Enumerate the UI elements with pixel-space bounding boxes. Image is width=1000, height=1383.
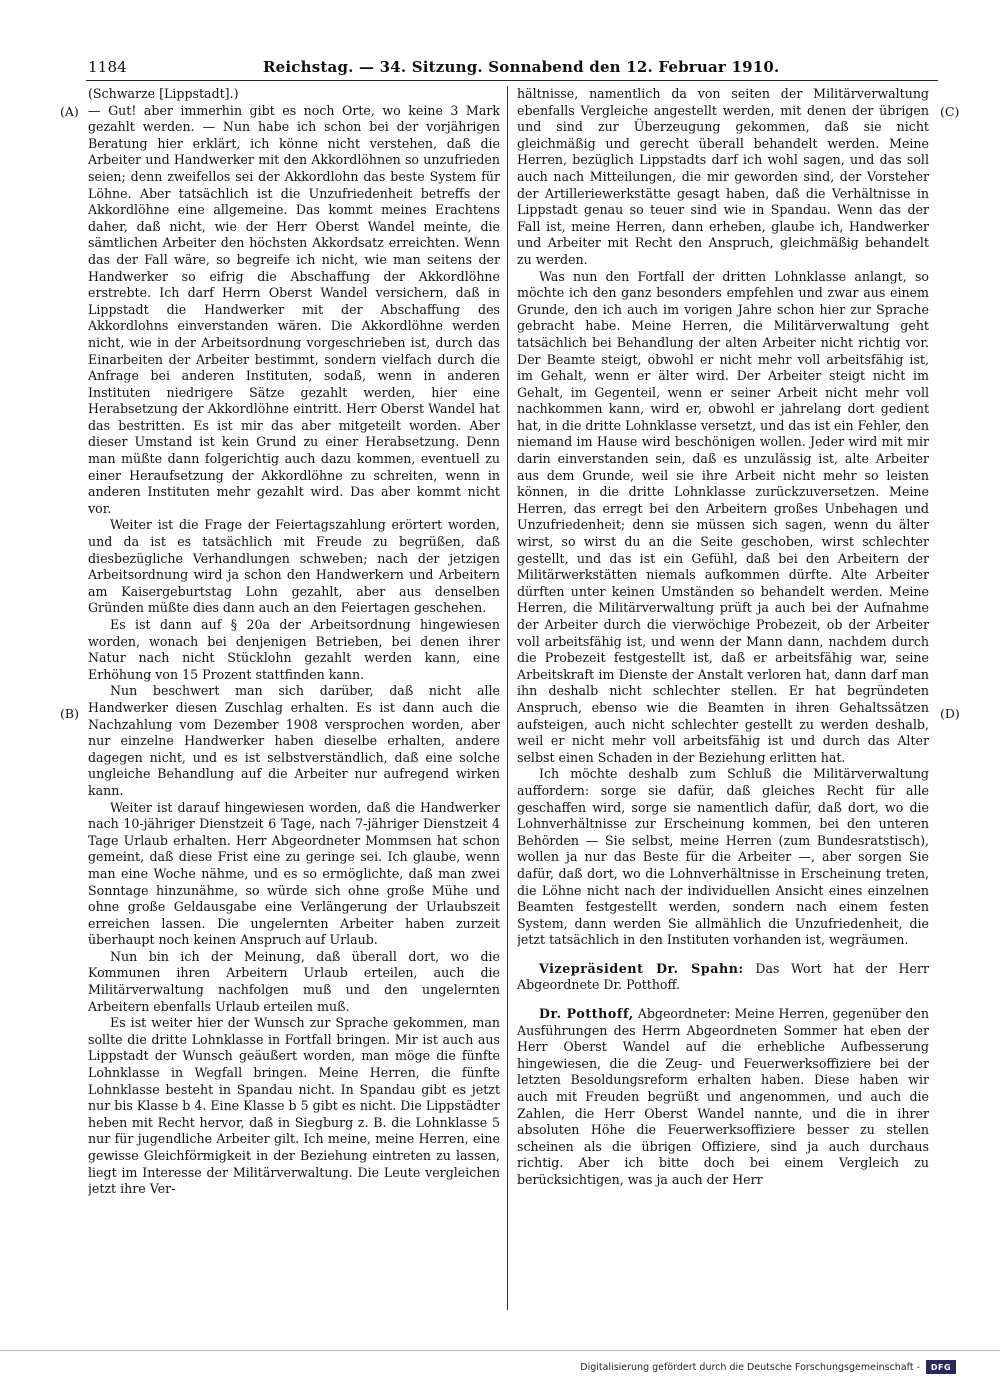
speech-start xyxy=(517,1006,929,1189)
header-rule xyxy=(86,80,938,81)
footer-rule xyxy=(0,1350,1000,1351)
speaker-reference: (Schwarze [Lippstadt].) xyxy=(88,86,239,101)
dfg-logo-icon: DFG xyxy=(926,1360,956,1374)
right-column xyxy=(517,86,929,1310)
paragraph: Ich möchte deshalb zum Schluß die Militärverwaltung auffordern: sorge sie dafür, daß gleiches Recht für alle geschaffen wird, sorge sie namentlich dafür, daß dort, wo die Lohnverhältnisse zur Erscheinung kommen, bei den unteren Behörden — Sie selbst, meine Herren (zum Bundesratstisch), wollen ja nur das Beste für die Arbeiter —, aber sorgen Sie dafür, daß dort, wo die Lohnverhältnisse in Erscheinung treten, die Löhne nicht nach der individuellen Ansicht eines einzelnen Beamten festgestellt werden, sondern nach einem festen System, dann werden Sie allmählich die Unzufriedenheit, die jetzt tatsächlich in den Instituten vorhanden ist, wegräumen. xyxy=(517,766,929,948)
page-number: 1184 xyxy=(88,58,127,76)
paragraph: hältnisse, namentlich da von seiten der Militärverwaltung ebenfalls Vergleiche angestellt werden, mit denen der übrigen und sind zur Überzeugung gekommen, daß sie nicht gleichmäßig und gerecht überall behandelt werden. Meine Herren, bezüglich Lippstadts darf ich wohl sagen, und das soll auch nach Mitteilungen, die mir geworden sind, der Vorsteher der Artilleriewerkstätte gesagt haben, daß die Verhältnisse in Lippstadt genau so teuer sind wie in Spandau. Wenn das der Fall ist, meine Herren, dann erheben, glaube ich, Handwerker und Arbeiter mit Recht den Anspruch, gleichmäßig behandelt zu werden. xyxy=(517,86,929,267)
paragraph: Was nun den Fortfall der dritten Lohnklasse anlangt, so möchte ich den ganz besonders empfehlen und zwar aus einem Grunde, den ich auch im vorigen Jahre schon hier zur Sprache gebracht habe. Meine Herren, die Militärverwaltung geht tatsächlich bei Behandlung der alten Arbeiter nicht richtig vor. Der Beamte steigt, obwohl er nicht mehr voll arbeitsfähig ist, im Gehalt, wenn er älter wird. Der Arbeiter steigt nicht im Gehalt, im Gegenteil, wenn er seiner Arbeit nicht mehr voll nachkommen kann, wird er, obwohl er jahrelang dort gedient hat, in die dritte Lohnklasse versetzt, und das ist ein Fehler, den niemand im Hause wird beschönigen wollen. Jeder wird mit mir darin einverstanden sein, daß es unzulässig ist, alte Arbeiter aus dem Grunde, weil sie ihre Arbeit nicht mehr so leisten können, in die dritte Lohnklasse zurückzuversetzen. Meine Herren, das erregt bei den Arbeitern großes Unbehagen und Unzufriedenheit; denn sie müssen sich sagen, wenn du älter wirst, so wirst du an die Seite geschoben, wirst schlechter gestellt, und das ist ein Gefühl, daß bei den Arbeitern der Militärwerkstätten niemals aufkommen dürfte. Alte Arbeiter dürften unter keinen Umständen so behandelt werden. Meine Herren, die Militärverwaltung prüft ja auch bei der Aufnahme der Arbeiter durch die vierwöchige Probezeit, ob der Arbeiter voll arbeitsfähig ist, und wenn der Mann dann, nachdem durch die Probezeit festgestellt ist, daß er arbeitsfähig war, seine Arbeitskraft im Dienste der Anstalt verloren hat, dann darf man ihn deshalb nicht schlechter stellen. Er hat begründeten Anspruch, ebenso wie die Beamten in ihren Gehaltssätzen aufsteigen, auch nicht schlechter gestellt zu werden deshalb, weil er nicht mehr voll arbeitsfähig ist und durch das Alter selbst einen Schaden in der Beziehung erlitten hat. xyxy=(517,268,929,765)
paragraph: — Gut! aber immerhin gibt es noch Orte, wo keine 3 Mark gezahlt werden. — Nun habe ich schon bei der vorjährigen Beratung hier erklärt, ich könne nicht verstehen, daß die Arbeiter und Handwerker mit den Akkordlöhnen so unzufrieden seien; denn zweifellos sei der Akkordlohn das beste System für Löhne. Aber tatsächlich ist die Unzufriedenheit betreffs der Akkordlöhne eine allgemeine. Das kommt meines Erachtens daher, daß nicht, wie der Herr Oberst Wandel meinte, die sämtlichen Arbeiter den höchsten Akkordsatz erreichten. Wenn das der Fall wäre, so begreife ich nicht, wie man seitens der Handwerker so eifrig die Abschaffung der Akkordlöhne erstrebte. Ich darf Herrn Oberst Wandel versichern, daß in Lippstadt die Handwerker mit der Abschaffung des Akkordlohns einverstanden wären. Die Akkordlöhne werden nicht, wie in der Arbeitsordnung vorgeschrieben ist, durch das Einarbeiten der Arbeiter bestimmt, sondern vielfach durch die Anfrage bei anderen Instituten, sodaß, wenn in anderen Instituten niedrigere Sätze gezahlt werden, hier eine Herabsetzung der Akkordlöhne eintritt. Herr Oberst Wandel hat das bestritten. Es ist mir das aber mitgeteilt worden. Aber dieser Umstand ist kein Grund zu einer Herabsetzung. Denn man müßte dann folgerichtig auch dazu kommen, eventuell zu einer Heraufsetzung der Akkordlöhne zu schreiten, wenn in anderen Instituten mehr gezahlt wird. Das aber kommt nicht vor. xyxy=(88,102,500,516)
paragraph: Nun beschwert man sich darüber, daß nicht alle Handwerker diesen Zuschlag erhalten. Es ist dann auch die Nachzahlung vom Dezember 1908 versprochen worden, aber nur einzelne Handwerker haben dieselbe erhalten, andere dagegen nicht, und es ist selbstverständlich, daß eine solche ungleiche Behandlung auf die Arbeiter nur aufregend wirken kann. xyxy=(88,683,500,798)
vice-president-text: Das Wort hat der Herr Abgeordnete Dr. Potthoff. xyxy=(517,960,929,993)
speaker-name: Dr. Potthoff, xyxy=(539,1006,634,1022)
page-title: Reichstag. — 34. Sitzung. Sonnabend den 12. Februar 1910. xyxy=(263,58,780,76)
paragraph: Nun bin ich der Meinung, daß überall dort, wo die Kommunen ihren Arbeitern Urlaub erteilen, auch die Militärverwaltung nachfolgen muß und den ungelernten Arbeitern ebenfalls Urlaub erteilen muß. xyxy=(88,948,500,1014)
footer xyxy=(580,1360,956,1374)
paragraph: Es ist weiter hier der Wunsch zur Sprache gekommen, man sollte die dritte Lohnklasse in Fortfall bringen. Mir ist auch aus Lippstadt der Wunsch geäußert worden, man möge die fünfte Lohnklasse in Wegfall bringen. Meine Herren, die fünfte Lohnklasse besteht in Spandau nicht. In Spandau gibt es jetzt nur bis Klasse b 4. Eine Klasse b 5 gibt es nicht. Die Lippstädter heben mit Recht hervor, daß in Siegburg z. B. die Lohnklasse 5 nur für jugendliche Arbeiter gilt. Ich meine, meine Herren, eine gewisse Gleichförmigkeit in der Beziehung eintreten zu lassen, liegt im Interesse der Militärverwaltung. Die Leute vergleichen jetzt ihre Ver- xyxy=(88,1015,500,1197)
margin-marker-c: (C) xyxy=(940,104,960,119)
footer-text: Digitalisierung gefördert durch die Deutsche Forschungsgemeinschaft - xyxy=(580,1361,920,1373)
vice-president-statement xyxy=(517,961,929,994)
margin-marker-d: (D) xyxy=(940,706,960,721)
speech-text: Abgeordneter: Meine Herren, gegenüber den Ausführungen des Herrn Abgeordneten Sommer hat eben der Herr Oberst Wandel auf die erhebliche Aufbesserung hingewiesen, die die Zeug- und Feuerwerksoffiziere bei der letzten Besoldungsreform erhalten haben. Diese haben wir auch mit Freuden begrüßt und angenommen, und auch die Zahlen, die Herr Oberst Wandel nannte, und die in ihrer absoluten Höhe die Feuerwerksoffiziere besser zu stellen scheinen als die übrigen Offiziere, sind ja auch durchaus richtig. Aber ich bitte doch bei einem Vergleich zu berücksichtigen, was ja auch der Herr xyxy=(517,1006,929,1187)
column-divider xyxy=(507,86,508,1310)
vice-president-name: Vizepräsident Dr. Spahn: xyxy=(539,960,744,976)
paragraph: Weiter ist die Frage der Feiertagszahlung erörtert worden, und da ist es tatsächlich mit Freude zu begrüßen, daß diesbezügliche Verhandlungen schweben; nach der jetzigen Arbeitsordnung wird ja schon den Handwerkern und Arbeitern am Kaisergeburtstag Lohn gezahlt, aber aus denselben Gründen müßte dies dann auch an den Feiertagen geschehen. xyxy=(88,517,500,616)
margin-marker-a: (A) xyxy=(60,104,79,119)
paragraph: Es ist dann auf § 20a der Arbeitsordnung hingewiesen worden, wonach bei denjenigen Betrieben, bei denen ihrer Natur nach nicht Stücklohn gezahlt werden kann, eine Erhöhung von 15 Prozent stattfinden kann. xyxy=(88,617,500,682)
page-header xyxy=(88,58,938,80)
margin-marker-b: (B) xyxy=(60,706,79,721)
paragraph: Weiter ist darauf hingewiesen worden, daß die Handwerker nach 10-jähriger Dienstzeit 6 Tage, nach 7-jähriger Dienstzeit 4 Tage Urlaub erhalten. Herr Abgeordneter Mommsen hat schon gemeint, daß diese Frist eine zu geringe sei. Ich glaube, wenn man eine Woche nähme, und es so ermöglichte, daß man zwei Sonntage hinzunähme, so würde sich ohne große Mühe und ohne große Geldausgabe eine Verlängerung der Urlaubszeit erreichen lassen. Die ungelernten Arbeiter haben zurzeit überhaupt noch keinen Anspruch auf Urlaub. xyxy=(88,799,500,948)
left-column xyxy=(88,86,500,1310)
